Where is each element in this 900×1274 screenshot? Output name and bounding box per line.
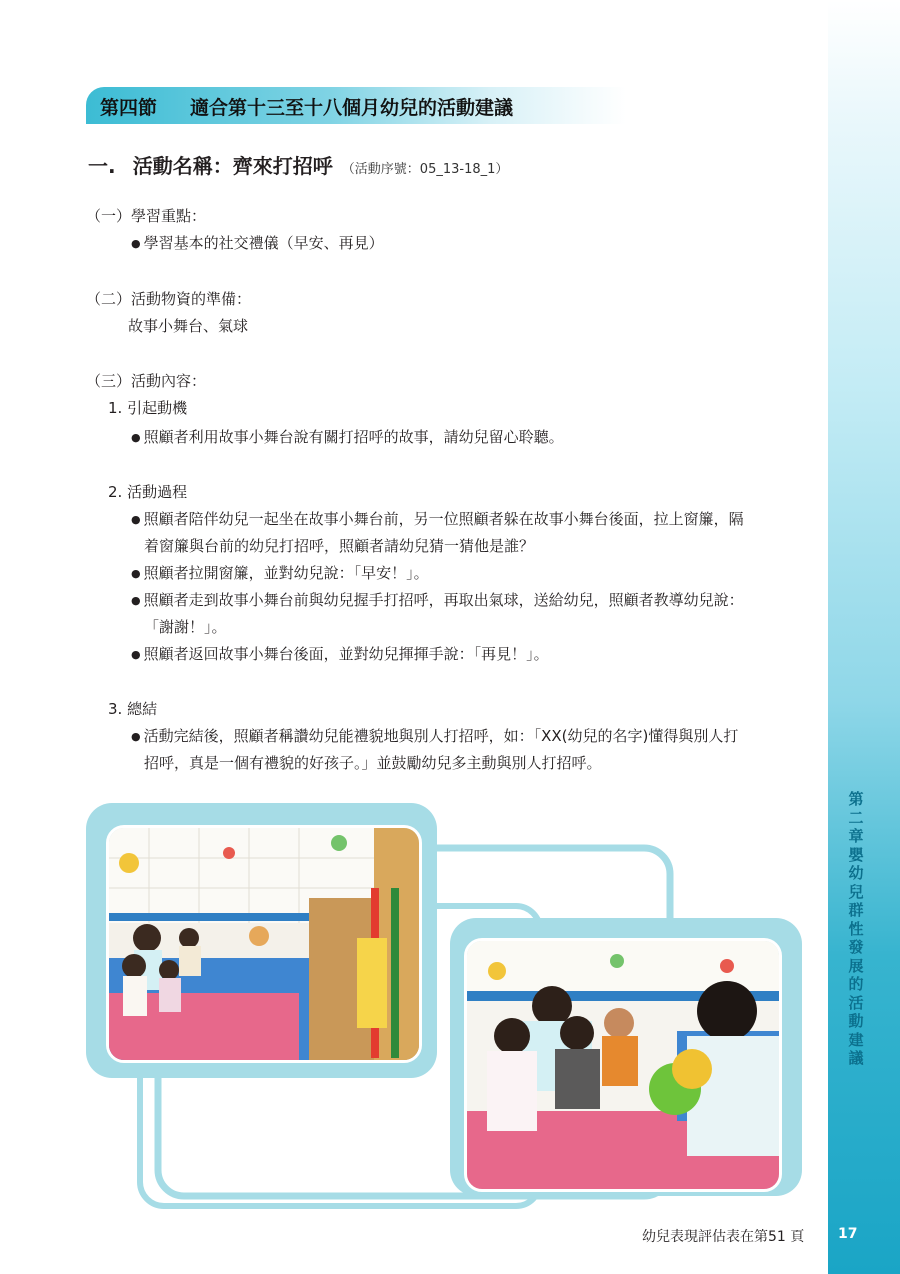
process-item-1: ● 照顧者陪伴幼兒一起坐在故事小舞台前，另一位照顧者躲在故事小舞台後面，拉上窗簾，隔 [131,506,744,534]
summary-item: ● 活動完結後，照顧者稱讚幼兒能禮貌地與別人打招呼，如：「XX(幼兒的名字)懂得與別人打 [131,723,738,751]
summary-heading: 3. 總結 [108,700,158,718]
activity-number: 一. [88,154,116,178]
process-item-3: ● 照顧者走到故事小舞台前與幼兒握手打招呼，再取出氣球，送給幼兒，照顧者教導幼兒說： [131,587,744,615]
process-item-2: ● 照顧者拉開窗簾，並對幼兒說：「早安！」。 [131,560,429,588]
activity-heading [88,150,508,179]
chapter-side-tab [828,0,900,1274]
process-heading: 2. 活動過程 [108,483,188,501]
materials-heading: （二）活動物資的準備： [86,290,252,308]
motivation-item: ● 照顧者利用故事小舞台說有關打招呼的故事，請幼兒留心聆聽。 [131,424,564,452]
section-banner [86,87,626,124]
chapter-label: 第二章 嬰幼兒群性發展的活動建議 [848,790,864,1067]
learning-heading: （一）學習重點： [86,207,207,225]
photo-children-stage [106,825,422,1063]
materials-text: 故事小舞台、氣球 [128,317,249,335]
process-item-1-cont: 着窗簾與台前的幼兒打招呼，照顧者請幼兒猜一猜他是誰？ [144,537,535,555]
page-number: 17 [838,1226,858,1242]
summary-item-cont: 招呼，真是一個有禮貌的好孩子。」並鼓勵幼兒多主動與別人打招呼。 [144,754,602,772]
process-item-3-cont: 「謝謝！」。 [144,618,227,636]
photo-frame-1 [86,803,437,1078]
motivation-heading: 1. 引起動機 [108,399,188,417]
section-title: 適合第十三至十八個月幼兒的活動建議 [190,97,514,119]
learning-item: ● 學習基本的社交禮儀（早安、再見） [131,230,384,258]
content-heading: （三）活動內容： [86,372,207,390]
photo-frame-2 [450,918,802,1196]
side-tab-strip [828,0,900,1274]
activity-serial: （活動序號：05_13-18_1） [341,162,509,177]
photo-1-image [109,828,419,1060]
section-number: 第四節 [100,97,158,119]
activity-name: 活動名稱：齊來打招呼 [132,154,333,178]
photo-2-image [467,941,779,1189]
process-item-4: ● 照顧者返回故事小舞台後面，並對幼兒揮揮手說：「再見！」。 [131,641,549,669]
footer-assessment-ref: 幼兒表現評估表在第51 頁 [642,1229,805,1245]
photo-children-balloon [464,938,782,1192]
